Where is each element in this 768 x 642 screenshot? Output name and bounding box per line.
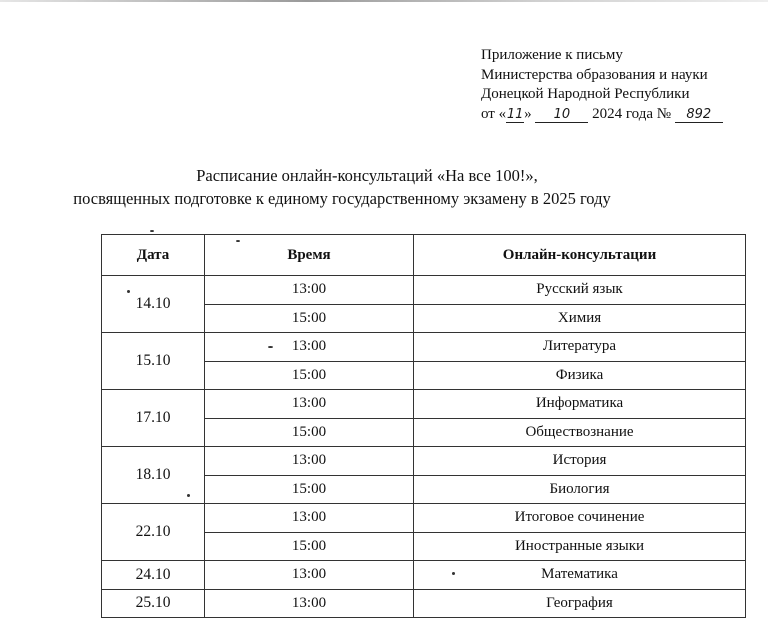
scan-speck	[236, 240, 240, 242]
time-cell: 13:00	[205, 504, 414, 533]
handwritten-letter-number: 892	[675, 108, 723, 123]
subject-cell: Обществознание	[414, 418, 746, 447]
date-cell: 25.10	[102, 589, 205, 618]
table-row	[102, 589, 746, 618]
table-header-row	[102, 235, 746, 276]
subject-cell: Информатика	[414, 390, 746, 419]
scan-top-edge	[0, 0, 768, 2]
time-cell: 13:00	[205, 276, 414, 305]
table-row	[102, 504, 746, 533]
subject-cell: История	[414, 447, 746, 476]
subject-cell: Итоговое сочинение	[414, 504, 746, 533]
scan-speck	[187, 494, 190, 497]
scan-speck	[268, 346, 273, 348]
time-cell: 15:00	[205, 361, 414, 390]
scan-speck	[150, 230, 154, 232]
year-text: 2024 года №	[592, 105, 672, 122]
table-row	[102, 276, 746, 305]
date-cell: 18.10	[102, 447, 205, 504]
subject-cell: География	[414, 589, 746, 618]
attachment-line-3: Донецкой Народной Республики	[481, 86, 690, 102]
time-cell: 15:00	[205, 304, 414, 333]
subject-cell: Литература	[414, 333, 746, 362]
attachment-note	[481, 46, 723, 124]
attachment-line-2: Министерства образования и науки	[481, 66, 708, 83]
header-subject: Онлайн-консультации	[414, 235, 746, 276]
scan-speck	[127, 290, 130, 293]
time-cell: 13:00	[205, 561, 414, 590]
header-date: Дата	[102, 235, 205, 276]
table-row	[102, 447, 746, 476]
date-cell: 22.10	[102, 504, 205, 561]
title-line-2: посвященных подготовке к единому государственному экзамену в 2025 году	[73, 189, 611, 208]
scan-speck	[452, 572, 455, 575]
title-line-1: Расписание онлайн-консультаций «На все 100!»,	[196, 166, 538, 185]
handwritten-day: 11	[506, 106, 524, 122]
table-row	[102, 390, 746, 419]
document-title	[0, 164, 768, 210]
subject-cell: Биология	[414, 475, 746, 504]
time-cell: 15:00	[205, 475, 414, 504]
time-cell: 13:00	[205, 447, 414, 476]
time-cell: 15:00	[205, 532, 414, 561]
table-row	[102, 333, 746, 362]
subject-cell: Математика	[414, 561, 746, 590]
date-day-suffix: »	[524, 105, 532, 122]
date-cell: 14.10	[102, 276, 205, 333]
table-row	[102, 561, 746, 590]
attachment-line-1: Приложение к письму	[481, 47, 623, 63]
date-cell: 17.10	[102, 390, 205, 447]
date-cell: 15.10	[102, 333, 205, 390]
time-cell: 13:00	[205, 333, 414, 362]
date-cell: 24.10	[102, 561, 205, 590]
time-cell: 15:00	[205, 418, 414, 447]
handwritten-month: 10	[535, 108, 588, 123]
time-cell: 13:00	[205, 589, 414, 618]
subject-cell: Иностранные языки	[414, 532, 746, 561]
header-time: Время	[205, 235, 414, 276]
subject-cell: Физика	[414, 361, 746, 390]
consultation-schedule-table	[101, 234, 746, 618]
subject-cell: Химия	[414, 304, 746, 333]
date-prefix: от «	[481, 105, 507, 122]
attachment-date-line	[481, 105, 723, 125]
subject-cell: Русский язык	[414, 276, 746, 305]
time-cell: 13:00	[205, 390, 414, 419]
